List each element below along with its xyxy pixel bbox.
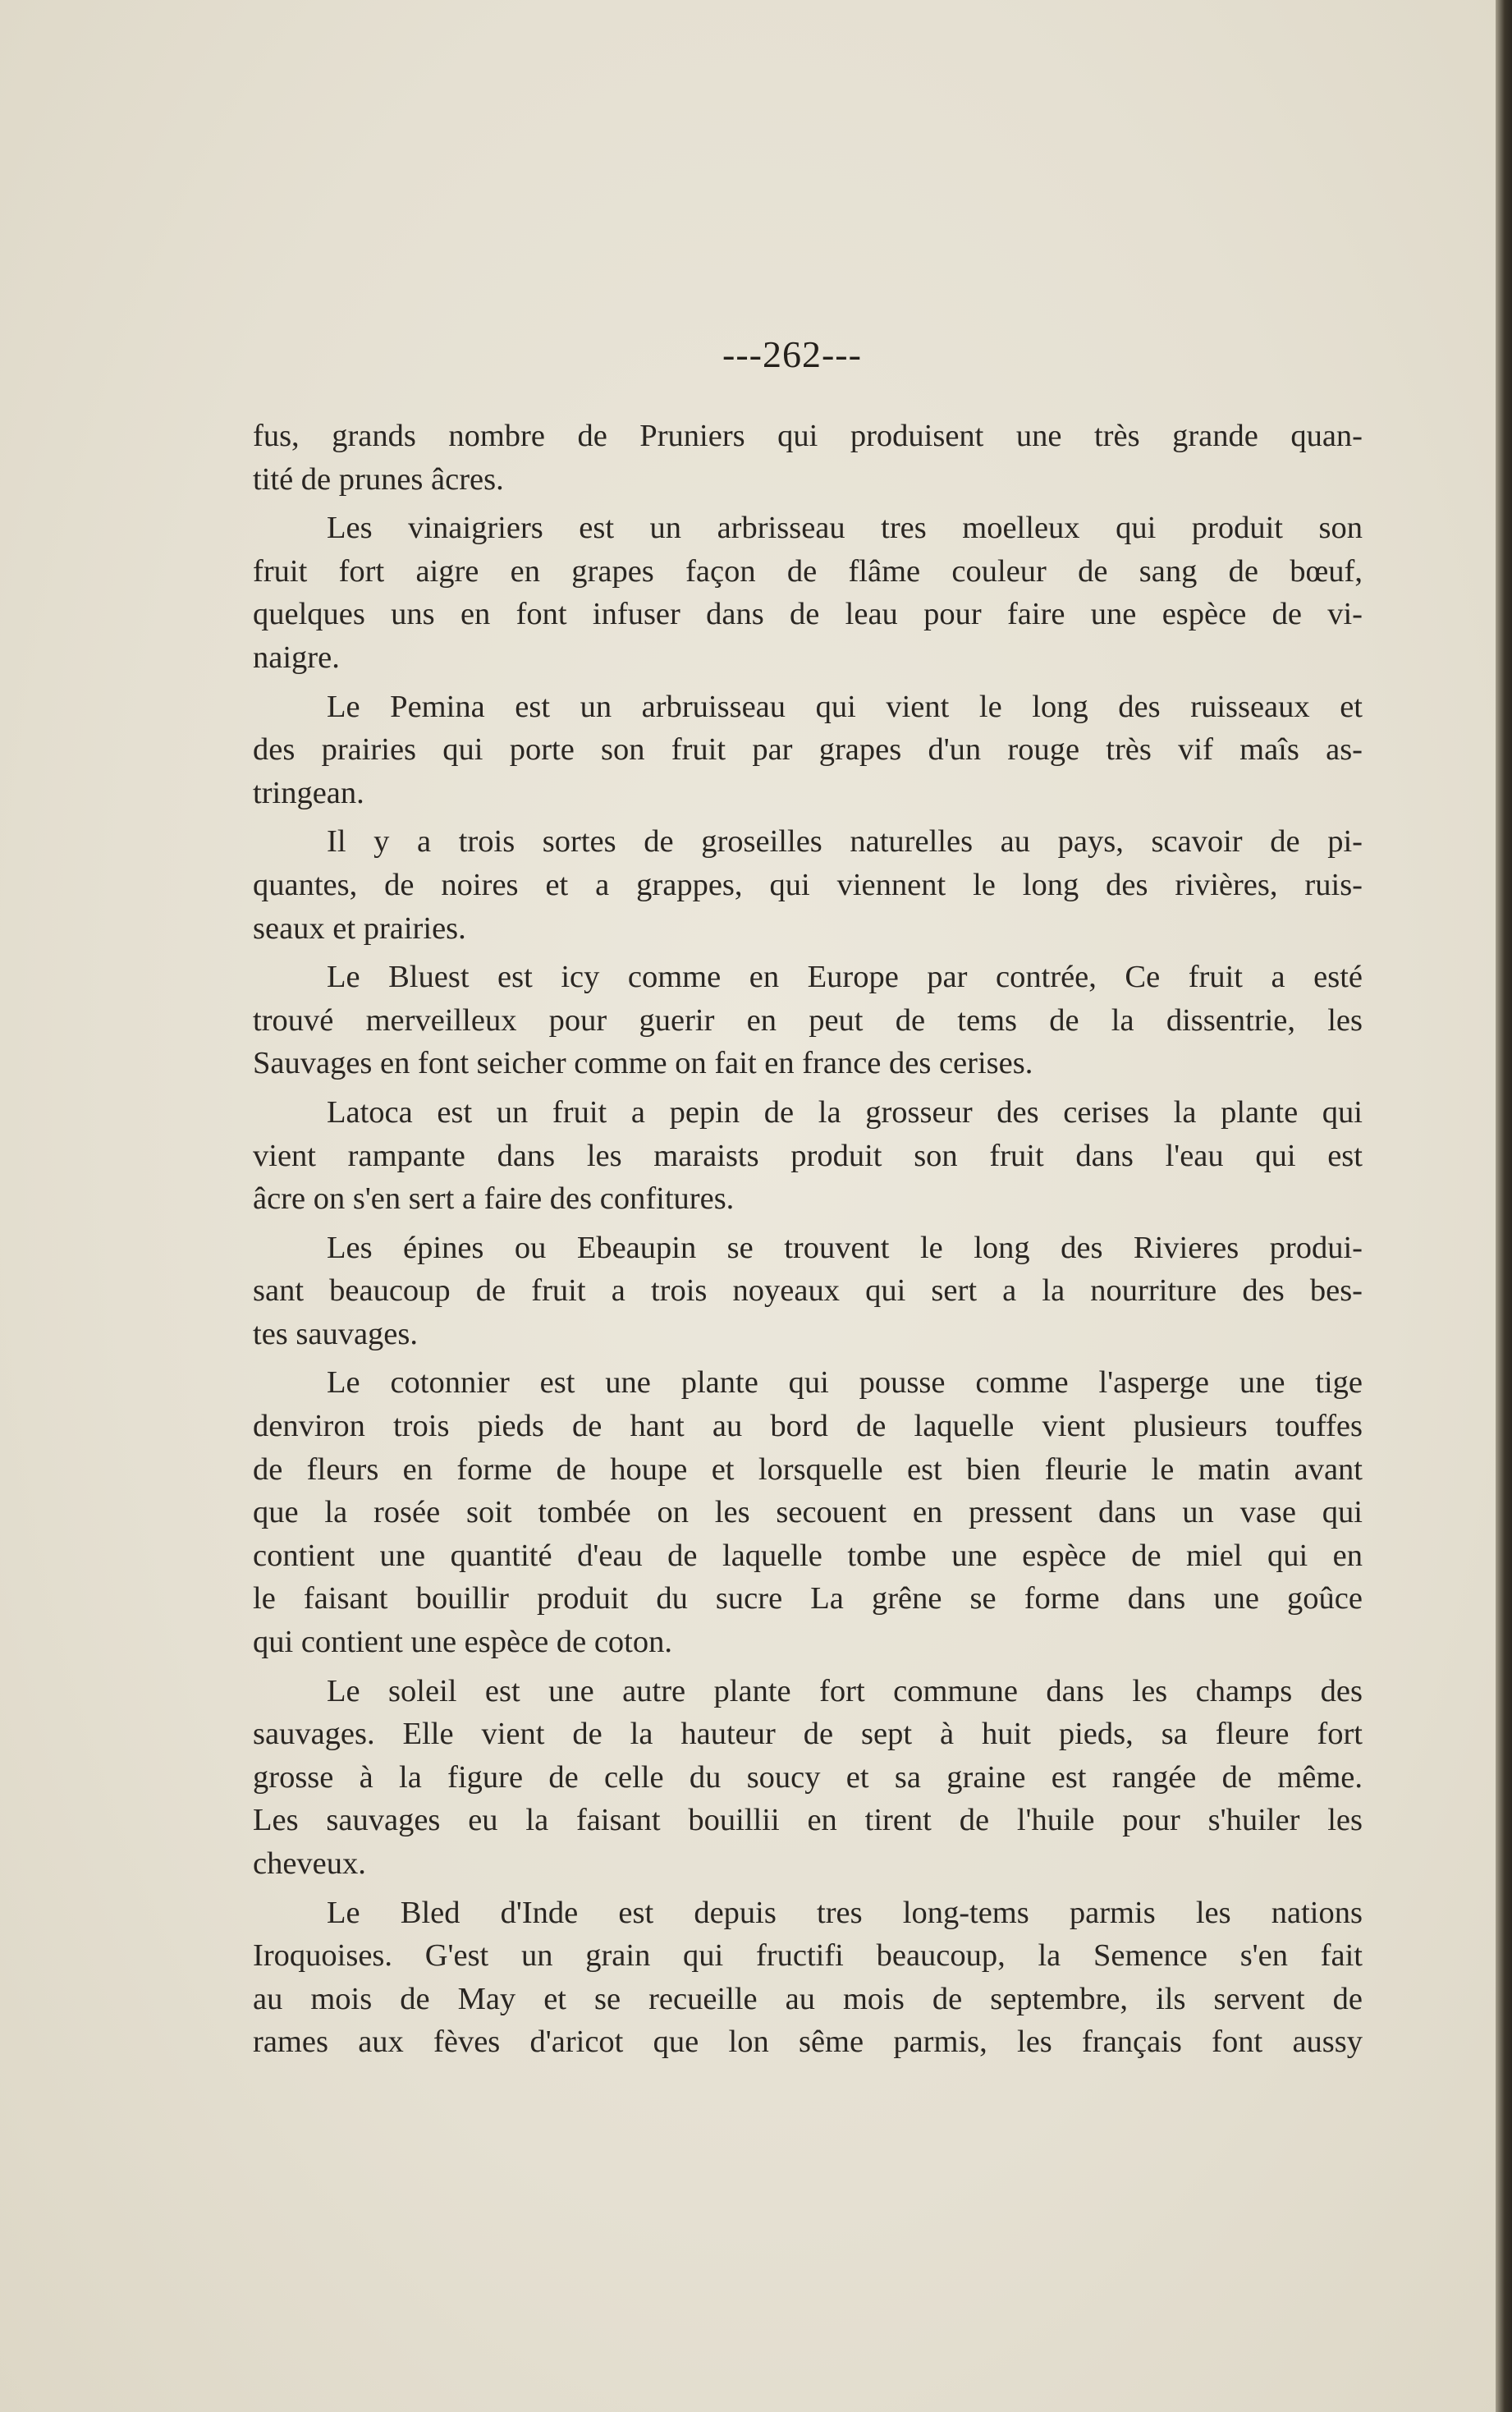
text-line: quelques uns en font infuser dans de leau pour faire une espèce de vi- bbox=[253, 597, 1363, 632]
paragraph bbox=[253, 1227, 1363, 1356]
text-line: Le Pemina est un arbruisseau qui vient le long des ruisseaux et bbox=[327, 689, 1363, 724]
paragraph bbox=[253, 686, 1363, 815]
page-number: ---262--- bbox=[722, 333, 862, 375]
text-line: qui contient une espèce de coton. bbox=[253, 1625, 673, 1660]
text-line: Les épines ou Ebeaupin se trouvent le long des Rivieres produi- bbox=[327, 1230, 1363, 1265]
paragraph bbox=[253, 1892, 1363, 2064]
text-line: âcre on s'en sert a faire des confitures. bbox=[253, 1181, 735, 1217]
text-line: le faisant bouillir produit du sucre La grêne se forme dans une goûce bbox=[253, 1581, 1363, 1616]
text-line: Il y a trois sortes de groseilles naturelles au pays, scavoir de pi- bbox=[327, 824, 1363, 860]
text-line: quantes, de noires et a grappes, qui viennent le long des rivières, ruis- bbox=[253, 867, 1363, 902]
paragraph bbox=[253, 820, 1363, 950]
paragraph bbox=[253, 1670, 1363, 1886]
text-line: Le cotonnier est une plante qui pousse comme l'asperge une tige bbox=[327, 1365, 1363, 1401]
text-line: grosse à la figure de celle du soucy et sa graine est rangée de même. bbox=[253, 1759, 1363, 1795]
text-line: Iroquoises. G'est un grain qui fructifi beaucoup, la Semence s'en fait bbox=[253, 1938, 1363, 1974]
text-line: vient rampante dans les maraists produit son fruit dans l'eau qui est bbox=[253, 1138, 1363, 1173]
text-line: trouvé merveilleux pour guerir en peut de tems de la dissentrie, les bbox=[253, 1002, 1363, 1038]
paragraph bbox=[253, 1091, 1363, 1221]
text-line: Le soleil est une autre plante fort commune dans les champs des bbox=[327, 1673, 1363, 1708]
text-line: Sauvages en font seicher comme on fait en france des cerises. bbox=[253, 1046, 1033, 1081]
text-line: fus, grands nombre de Pruniers qui produisent une très grande quan- bbox=[253, 419, 1363, 453]
text-line: rames aux fèves d'aricot que lon sême parmis, les français font aussy bbox=[253, 2025, 1363, 2060]
text-line: sant beaucoup de fruit a trois noyeaux qui sert a la nourriture des bes- bbox=[253, 1273, 1363, 1309]
paragraph bbox=[253, 415, 1363, 501]
text-line: Le Bled d'Inde est depuis tres long-tems parmis les nations bbox=[327, 1895, 1363, 1930]
text-line: tringean. bbox=[253, 775, 364, 810]
text-line: Les vinaigriers est un arbrisseau tres moelleux qui produit son bbox=[327, 511, 1363, 546]
text-line: denviron trois pieds de hant au bord de laquelle vient plusieurs touffes bbox=[253, 1409, 1363, 1444]
text-line: tité de prunes âcres. bbox=[253, 461, 504, 497]
text-line: cheveux. bbox=[253, 1846, 366, 1881]
page-binding-edge bbox=[1496, 0, 1512, 2412]
body-text bbox=[253, 415, 1363, 2070]
text-line: que la rosée soit tombée on les secouent en pressent dans un vase qui bbox=[253, 1495, 1363, 1530]
text-line: Les sauvages eu la faisant bouillii en tirent de l'huile pour s'huiler les bbox=[253, 1803, 1363, 1838]
text-line: des prairies qui porte son fruit par grapes d'un rouge très vif maîs as- bbox=[253, 732, 1363, 768]
text-line: seaux et prairies. bbox=[253, 910, 466, 946]
text-line: au mois de May et se recueille au mois de septembre, ils servent de bbox=[253, 1981, 1363, 2016]
text-line: tes sauvages. bbox=[253, 1316, 418, 1351]
paragraph bbox=[253, 956, 1363, 1085]
text-line: contient une quantité d'eau de laquelle tombe une espèce de miel qui en bbox=[253, 1538, 1363, 1573]
text-line: naigre. bbox=[253, 640, 340, 675]
text-line: sauvages. Elle vient de la hauteur de sept à huit pieds, sa fleure fort bbox=[253, 1717, 1363, 1752]
text-line: Latoca est un fruit a pepin de la grosseur des cerises la plante qui bbox=[327, 1094, 1363, 1130]
text-line: Le Bluest est icy comme en Europe par contrée, Ce fruit a esté bbox=[327, 960, 1363, 995]
text-line: de fleurs en forme de houpe et lorsquelle est bien fleurie le matin avant bbox=[253, 1451, 1363, 1487]
paragraph bbox=[253, 507, 1363, 679]
text-line: fruit fort aigre en grapes façon de flâme couleur de sang de bœuf, bbox=[253, 553, 1363, 589]
paragraph bbox=[253, 1361, 1363, 1663]
